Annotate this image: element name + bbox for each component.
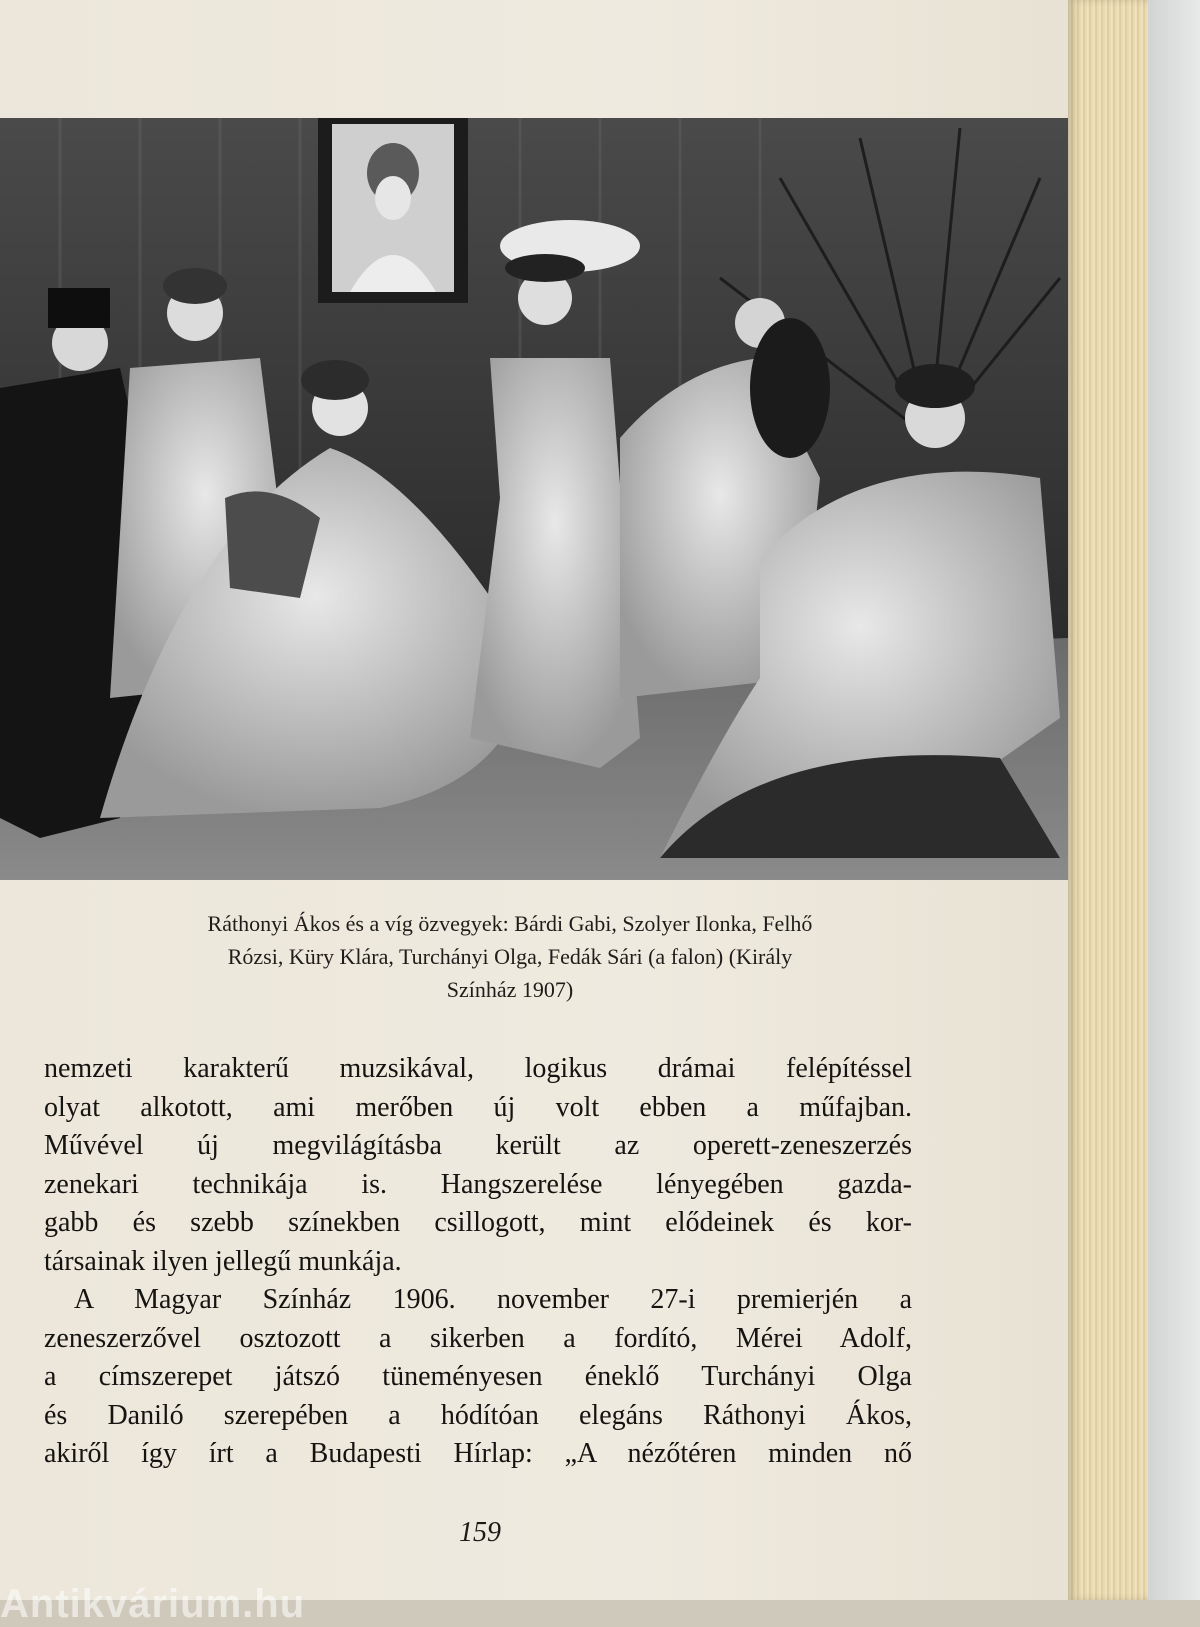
book-page-edges: [1068, 0, 1148, 1600]
body-line: zenekari technikája is. Hangszerelése lényegében gazda-: [44, 1168, 912, 1200]
photo-caption: [40, 907, 980, 1006]
body-line: Művével új megvilágításba került az operett-zeneszerzés: [44, 1130, 912, 1161]
historical-photograph: [0, 118, 1068, 880]
body-line: A Magyar Színház 1906. november 27-i premierjén a: [74, 1284, 912, 1315]
body-line: gabb és szebb színekben csillogott, mint elődeinek és kor-: [44, 1207, 912, 1238]
body-line: nemzeti karakterű muzsikával, logikus drámai felépítéssel: [44, 1053, 912, 1084]
background-surface: [1148, 0, 1200, 1600]
body-line: és Daniló szerepében a hódítóan elegáns Ráthonyi Ákos,: [44, 1399, 912, 1431]
body-line: olyat alkotott, ami merőben új volt ebben a műfajban.: [44, 1091, 912, 1123]
body-line: akiről így írt a Budapesti Hírlap: „A nézőtéren minden nő: [44, 1438, 912, 1469]
photo-illustration: [0, 118, 1068, 880]
body-paragraphs: [44, 1050, 912, 1474]
caption-line: Színház 1907): [446, 977, 574, 1002]
page-number: 159: [459, 1517, 501, 1548]
body-line: a címszerepet játszó tüneményesen éneklő Turchányi Olga: [44, 1361, 912, 1392]
caption-line: Ráthonyi Ákos és a víg özvegyek: Bárdi Gabi, Szolyer Ilonka, Felhő: [207, 911, 813, 936]
watermark: Antikvárium.hu: [0, 1582, 306, 1626]
body-line: zeneszerzővel osztozott a sikerben a fordító, Mérei Adolf,: [44, 1322, 912, 1354]
wall-portrait: [318, 118, 468, 303]
body-line: társainak ilyen jellegű munkája.: [44, 1245, 402, 1277]
caption-line: Rózsi, Küry Klára, Turchányi Olga, Fedák Sári (a falon) (Király: [227, 944, 793, 969]
